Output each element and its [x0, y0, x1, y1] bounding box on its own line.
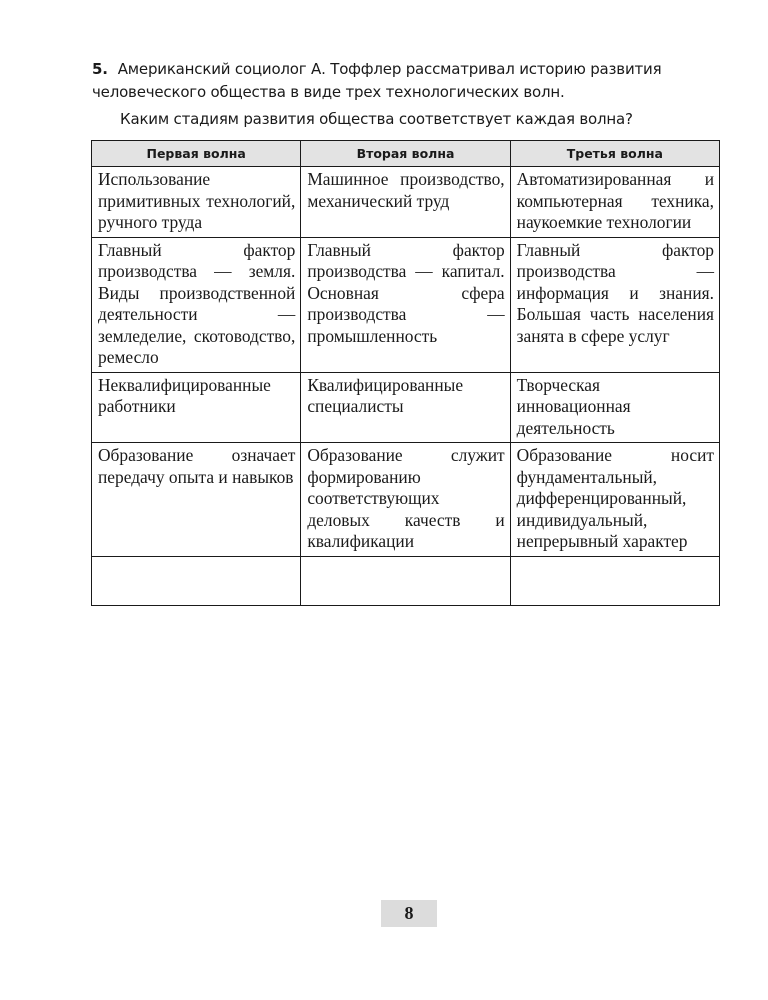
- task-question: Каким стадиям развития общества соответствует каждая волна?: [120, 110, 633, 128]
- table-cell: Использование примитивных технологий, ручного труда: [92, 167, 301, 238]
- table-cell: Машинное производство, механический труд: [301, 167, 510, 238]
- table-cell: Автоматизированная и компьютерная техника, наукоемкие технологии: [510, 167, 719, 238]
- waves-table: [91, 140, 720, 606]
- task-text: Американский социолог А. Тоффлер рассматривал историю развития человеческого общества в виде трех технологических волн.: [92, 60, 662, 101]
- table-row: [92, 443, 720, 557]
- table-row: [92, 167, 720, 238]
- task-number: 5.: [92, 60, 108, 78]
- table-cell: Главный фактор производства — земля. Виды производственной деятельности — земледелие, скотоводство, ремесло: [92, 237, 301, 372]
- table-cell: Образование означает передачу опыта и навыков: [92, 443, 301, 557]
- table-cell: Квалифицированные специалисты: [301, 372, 510, 443]
- table-cell: Неквалифицированные работники: [92, 372, 301, 443]
- table-cell: Образование носит фундаментальный, дифференцированный, индивидуальный, непрерывный характер: [510, 443, 719, 557]
- table-cell: Главный фактор производства — капитал. Основная сфера производства — промышленность: [301, 237, 510, 372]
- page-number: 8: [381, 900, 437, 927]
- table-cell: Творческая инновационная деятельность: [510, 372, 719, 443]
- table-cell-empty: [92, 556, 301, 605]
- table-cell: Образование служит формированию соответствующих деловых качеств и квалификации: [301, 443, 510, 557]
- header-third-wave: Третья волна: [510, 141, 719, 167]
- task-statement: [92, 58, 724, 104]
- header-second-wave: Вторая волна: [301, 141, 510, 167]
- table-row: [92, 237, 720, 372]
- table-row-empty: [92, 556, 720, 605]
- table-row: [92, 372, 720, 443]
- table-cell-empty: [510, 556, 719, 605]
- table-cell: Главный фактор производства — информация и знания. Большая часть населения занята в сфере услуг: [510, 237, 719, 372]
- table-cell-empty: [301, 556, 510, 605]
- header-first-wave: Первая волна: [92, 141, 301, 167]
- table-header-row: [92, 141, 720, 167]
